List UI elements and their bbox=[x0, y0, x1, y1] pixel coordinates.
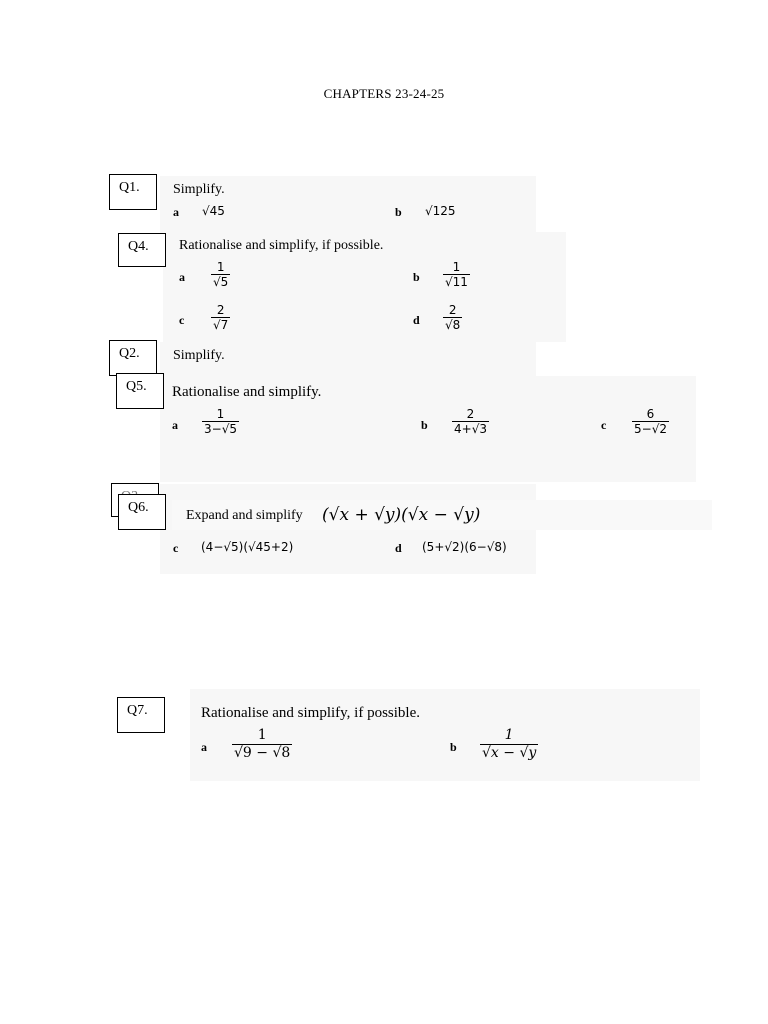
q4-d-fraction bbox=[443, 303, 462, 332]
q4-label-box: Q4. bbox=[118, 233, 166, 267]
q6-d-expr: (5+√2)(6−√8) bbox=[422, 540, 507, 554]
q2-panel bbox=[160, 342, 536, 376]
q5-b-numerator: 2 bbox=[466, 407, 475, 421]
q6-d-label: d bbox=[395, 541, 402, 555]
q6-expression: (√x + √y)(√x − √y) bbox=[322, 505, 481, 525]
q4-b-numerator: 1 bbox=[452, 260, 461, 274]
q4-c-denominator: √7 bbox=[213, 318, 229, 332]
q4-a-denominator: √5 bbox=[213, 275, 229, 289]
q5-a-fraction bbox=[202, 407, 239, 436]
q5-label-box: Q5. bbox=[116, 373, 164, 409]
q5-panel bbox=[160, 376, 696, 482]
q1-stem: Simplify. bbox=[173, 182, 225, 197]
q4-d-label: d bbox=[413, 313, 420, 327]
q1-b-expr: √125 bbox=[425, 204, 456, 218]
q4-b-fraction bbox=[443, 260, 470, 289]
q5-a-numerator: 1 bbox=[216, 407, 225, 421]
q5-c-fraction bbox=[632, 407, 669, 436]
q7-b-label: b bbox=[450, 740, 457, 754]
q6-c-expr: (4−√5)(√45+2) bbox=[201, 540, 294, 554]
q7-panel bbox=[190, 689, 700, 781]
q4-d-denominator: √8 bbox=[445, 318, 461, 332]
q7-a-fraction bbox=[232, 727, 292, 762]
q6-label-box: Q6. bbox=[118, 494, 166, 530]
q5-b-denominator: 4+√3 bbox=[454, 422, 487, 436]
q4-d-numerator: 2 bbox=[448, 303, 457, 317]
q4-a-numerator: 1 bbox=[216, 260, 225, 274]
q4-c-fraction bbox=[211, 303, 230, 332]
q7-stem: Rationalise and simplify, if possible. bbox=[201, 705, 421, 721]
q5-c-denominator: 5−√2 bbox=[634, 422, 667, 436]
q5-c-label: c bbox=[601, 418, 607, 432]
q5-a-denominator: 3−√5 bbox=[204, 422, 237, 436]
q4-b-denominator: √11 bbox=[445, 275, 468, 289]
q2-stem: Simplify. bbox=[173, 348, 225, 363]
q5-a-label: a bbox=[172, 418, 178, 432]
q1-label-box: Q1. bbox=[109, 174, 157, 210]
q6-c-label: c bbox=[173, 541, 179, 555]
q5-c-numerator: 6 bbox=[646, 407, 655, 421]
q4-b-label: b bbox=[413, 270, 420, 284]
q2-label-box: Q2. bbox=[109, 340, 157, 376]
q5-stem: Rationalise and simplify. bbox=[172, 384, 322, 400]
q7-a-label: a bbox=[201, 740, 207, 754]
q1-b-label: b bbox=[395, 205, 402, 219]
q4-panel bbox=[163, 232, 566, 342]
q4-a-fraction bbox=[211, 260, 230, 289]
q7-b-denominator: √x − √y bbox=[482, 745, 537, 761]
q7-b-numerator: 1 bbox=[504, 727, 514, 743]
q4-stem: Rationalise and simplify, if possible. bbox=[179, 238, 384, 253]
q1-panel bbox=[160, 176, 536, 234]
page-title: CHAPTERS 23-24-25 bbox=[323, 86, 445, 101]
q7-a-denominator: √9 − √8 bbox=[234, 745, 291, 761]
q4-c-label: c bbox=[179, 313, 185, 327]
q4-a-label: a bbox=[179, 270, 185, 284]
q6-panel bbox=[172, 500, 712, 530]
q4-c-numerator: 2 bbox=[216, 303, 225, 317]
q5-b-label: b bbox=[421, 418, 428, 432]
q7-label-box: Q7. bbox=[117, 697, 165, 733]
q1-a-expr: √45 bbox=[202, 204, 225, 218]
q6-stem: Expand and simplify bbox=[186, 508, 303, 523]
q5-b-fraction bbox=[452, 407, 489, 436]
q7-b-fraction bbox=[480, 727, 538, 762]
q7-a-numerator: 1 bbox=[257, 727, 267, 743]
q1-a-label: a bbox=[173, 205, 179, 219]
